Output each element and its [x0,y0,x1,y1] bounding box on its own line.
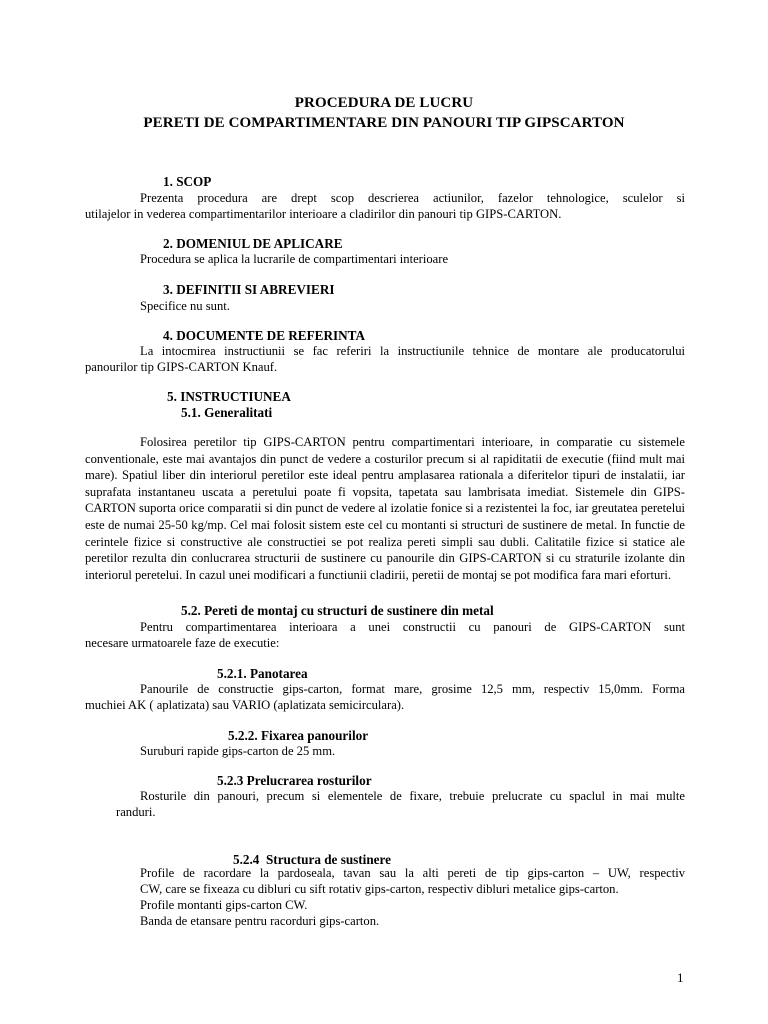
section-1-text-line-1: Prezenta procedura are drept scop descrierea actiunilor, fazelor tehnologice, sculelor si [140,191,685,205]
section-5-2-3-heading: 5.2.3 Prelucrarea rosturilor [217,773,372,788]
section-5-2-text-line-2: necesare urmatoarele faze de executie: [85,636,280,650]
section-5-2-3-text-line-2: randuri. [116,805,156,819]
section-5-2-4-text-line-3: Profile montanti gips-carton CW. [140,898,308,912]
section-5-2-4-text-line-4: Banda de etansare pentru racorduri gips-carton. [140,914,380,928]
section-5-2-1-text-line-2: muchiei AK ( aplatizata) sau VARIO (aplatizata semicirculara). [85,698,405,712]
section-5-2-2-heading: 5.2.2. Fixarea panourilor [228,728,369,743]
section-1-text-line-2: utilajelor in vederea compartimentarilor interioare a cladirilor din panouri tip GIPS-CARTON. [85,207,562,221]
section-5-1-paragraph: Folosirea peretilor tip GIPS-CARTON pentru compartimentari interioare, in comparatie cu sistemele conventionale, este mai avantajos din punct de vedere a costurilor precum si al rapiditatii de executie (fiind mult mai mare). Spatiul liber din interiorul peretilor este ideal pentru amplasarea rationala a diferitelor tipuri de instalatii, iar suprafata instantaneu uscata a peretului poate fi vopsita, tapetata sau lambrisata imediat. Sistemele din GIPS-CARTON suporta orice comparatii si din punct de vedere al izolatie fonice si a rezistentei la foc, iar greutatea peretelui este de numai 25-50 kg/mp. Cel mai folosit sistem este cel cu montanti si structuri de sustinere de metal. In functie de cerintele fizice si constructive ale constructiei se pot realiza pereti simpli sau dubli. Calitatile fizice si statice ale peretilor rezulta din conlucrarea structurii de sustinere cu panourile din GIPS-CARTON si cu straturile izolante din interiorul peretelui. In cazul unei modificari a functiunii cladirii, peretii de montaj se pot modifica fara mari eforturi. [85,435,685,582]
document-title-line-2: PERETI DE COMPARTIMENTARE DIN PANOURI TIP GIPSCARTON [143,115,625,131]
section-5-1-heading: 5.1. Generalitati [181,405,273,420]
section-5-2-text-line-1: Pentru compartimentarea interioara a unei constructii cu panouri de GIPS-CARTON sunt [140,620,685,634]
section-5-2-4-heading: 5.2.4 Structura de sustinere [233,852,391,867]
section-1-heading: 1. SCOP [163,174,212,189]
section-2-heading: 2. DOMENIUL DE APLICARE [163,236,343,251]
section-5-2-1-text-line-1: Panourile de constructie gips-carton, format mare, grosime 12,5 mm, respectiv 15,0mm. Forma [140,682,685,696]
section-5-heading: 5. INSTRUCTIUNEA [167,389,291,404]
section-5-2-4-text-line-1: Profile de racordare la pardoseala, tavan sau la alti pereti de tip gips-carton – UW, respectiv [140,866,685,880]
section-5-2-1-heading: 5.2.1. Panotarea [217,666,308,681]
section-4-text-line-1: La intocmirea instructiunii se fac referiri la instructiunile tehnice de montare ale producatorului [140,344,685,358]
section-5-2-4-text-line-2: CW, care se fixeaza cu dibluri cu sift rotativ gips-carton, respectiv dibluri metalice gips-carton. [140,882,619,896]
section-5-2-heading: 5.2. Pereti de montaj cu structuri de sustinere din metal [181,603,494,618]
section-4-text-line-2: panourilor tip GIPS-CARTON Knauf. [85,360,278,374]
page-number: 1 [677,970,684,985]
document-title-line-1: PROCEDURA DE LUCRU [294,95,474,111]
section-5-2-2-text: Suruburi rapide gips-carton de 25 mm. [140,744,336,758]
section-2-text: Procedura se aplica la lucrarile de compartimentari interioare [140,252,449,266]
section-4-heading: 4. DOCUMENTE DE REFERINTA [163,328,365,343]
section-3-text: Specifice nu sunt. [140,299,230,313]
section-3-heading: 3. DEFINITII SI ABREVIERI [163,282,335,297]
section-5-2-3-text-line-1: Rosturile din panouri, precum si elementele de fixare, trebuie prelucrate cu spaclul in mai multe [140,789,685,803]
